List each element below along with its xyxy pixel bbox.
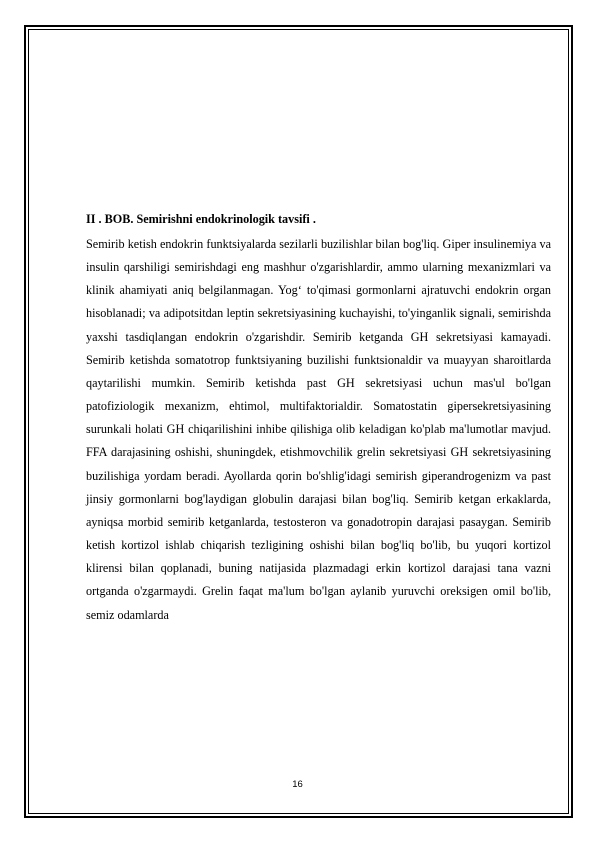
chapter-heading: II . BOB. Semirishni endokrinologik tavsifi . — [86, 212, 316, 226]
document-content — [86, 211, 551, 627]
body-paragraph: Semirib ketish endokrin funktsiyalarda sezilarli buzilishlar bilan bog'liq. Giper insulinemiya va insulin qarshiligi semirishdagi eng mashhur o'zgarishlardir, ammo ularning mexanizmlari va klinik ahamiyati aniq belgilanmagan. Yog‘ to'qimasi gormonlarni ajratuvchi endokrin organ hisoblanadi; va adipotsitdan leptin sekretsiyasining kuchayishi, to'yinganlik signali, semirishda yaxshi tasdiqlangan endokrin o'zgarishdir. Semirib ketganda GH sekretsiyasi kamayadi. Semirib ketishda somatotrop funktsiyaning buzilishi funktsionaldir va muayyan sharoitlarda qaytarilishi mumkin. Semirib ketishda past GH sekretsiyasi uchun mas'ul bo'lgan patofiziologik mexanizm, ehtimol, multifaktorialdir. Somatostatin gipersekretsiyasining surunkali holati GH chiqarilishini inhibe qilishiga olib keladigan ko'plab ma'lumotlar mavjud. FFA darajasining oshishi, shuningdek, etishmovchilik grelin sekretsiyasi GH sekretsiyasining buzilishiga yordam beradi. Ayollarda qorin bo'shlig'idagi semirish giperandrogenizm va past jinsiy gormonlarni bog'laydigan globulin darajasi bilan bog'liq. Semirib ketgan erkaklarda, ayniqsa morbid semirib ketganlarda, testosteron va gonadotropin darajasi pasaygan. Semirib ketish kortizol ishlab chiqarish tezligining oshishi bilan bog'liq bo'lib, bu yuqori kortizol klirensi bilan qoplanadi, buning natijasida plazmadagi erkin kortizol darajasi tana vazni ortganda o'zgarmaydi. Grelin faqat ma'lum bo'lgan aylanib yuruvchi oreksigen omil bo'lib, semiz odamlarda — [86, 237, 551, 622]
page-number: 16 — [292, 779, 303, 790]
